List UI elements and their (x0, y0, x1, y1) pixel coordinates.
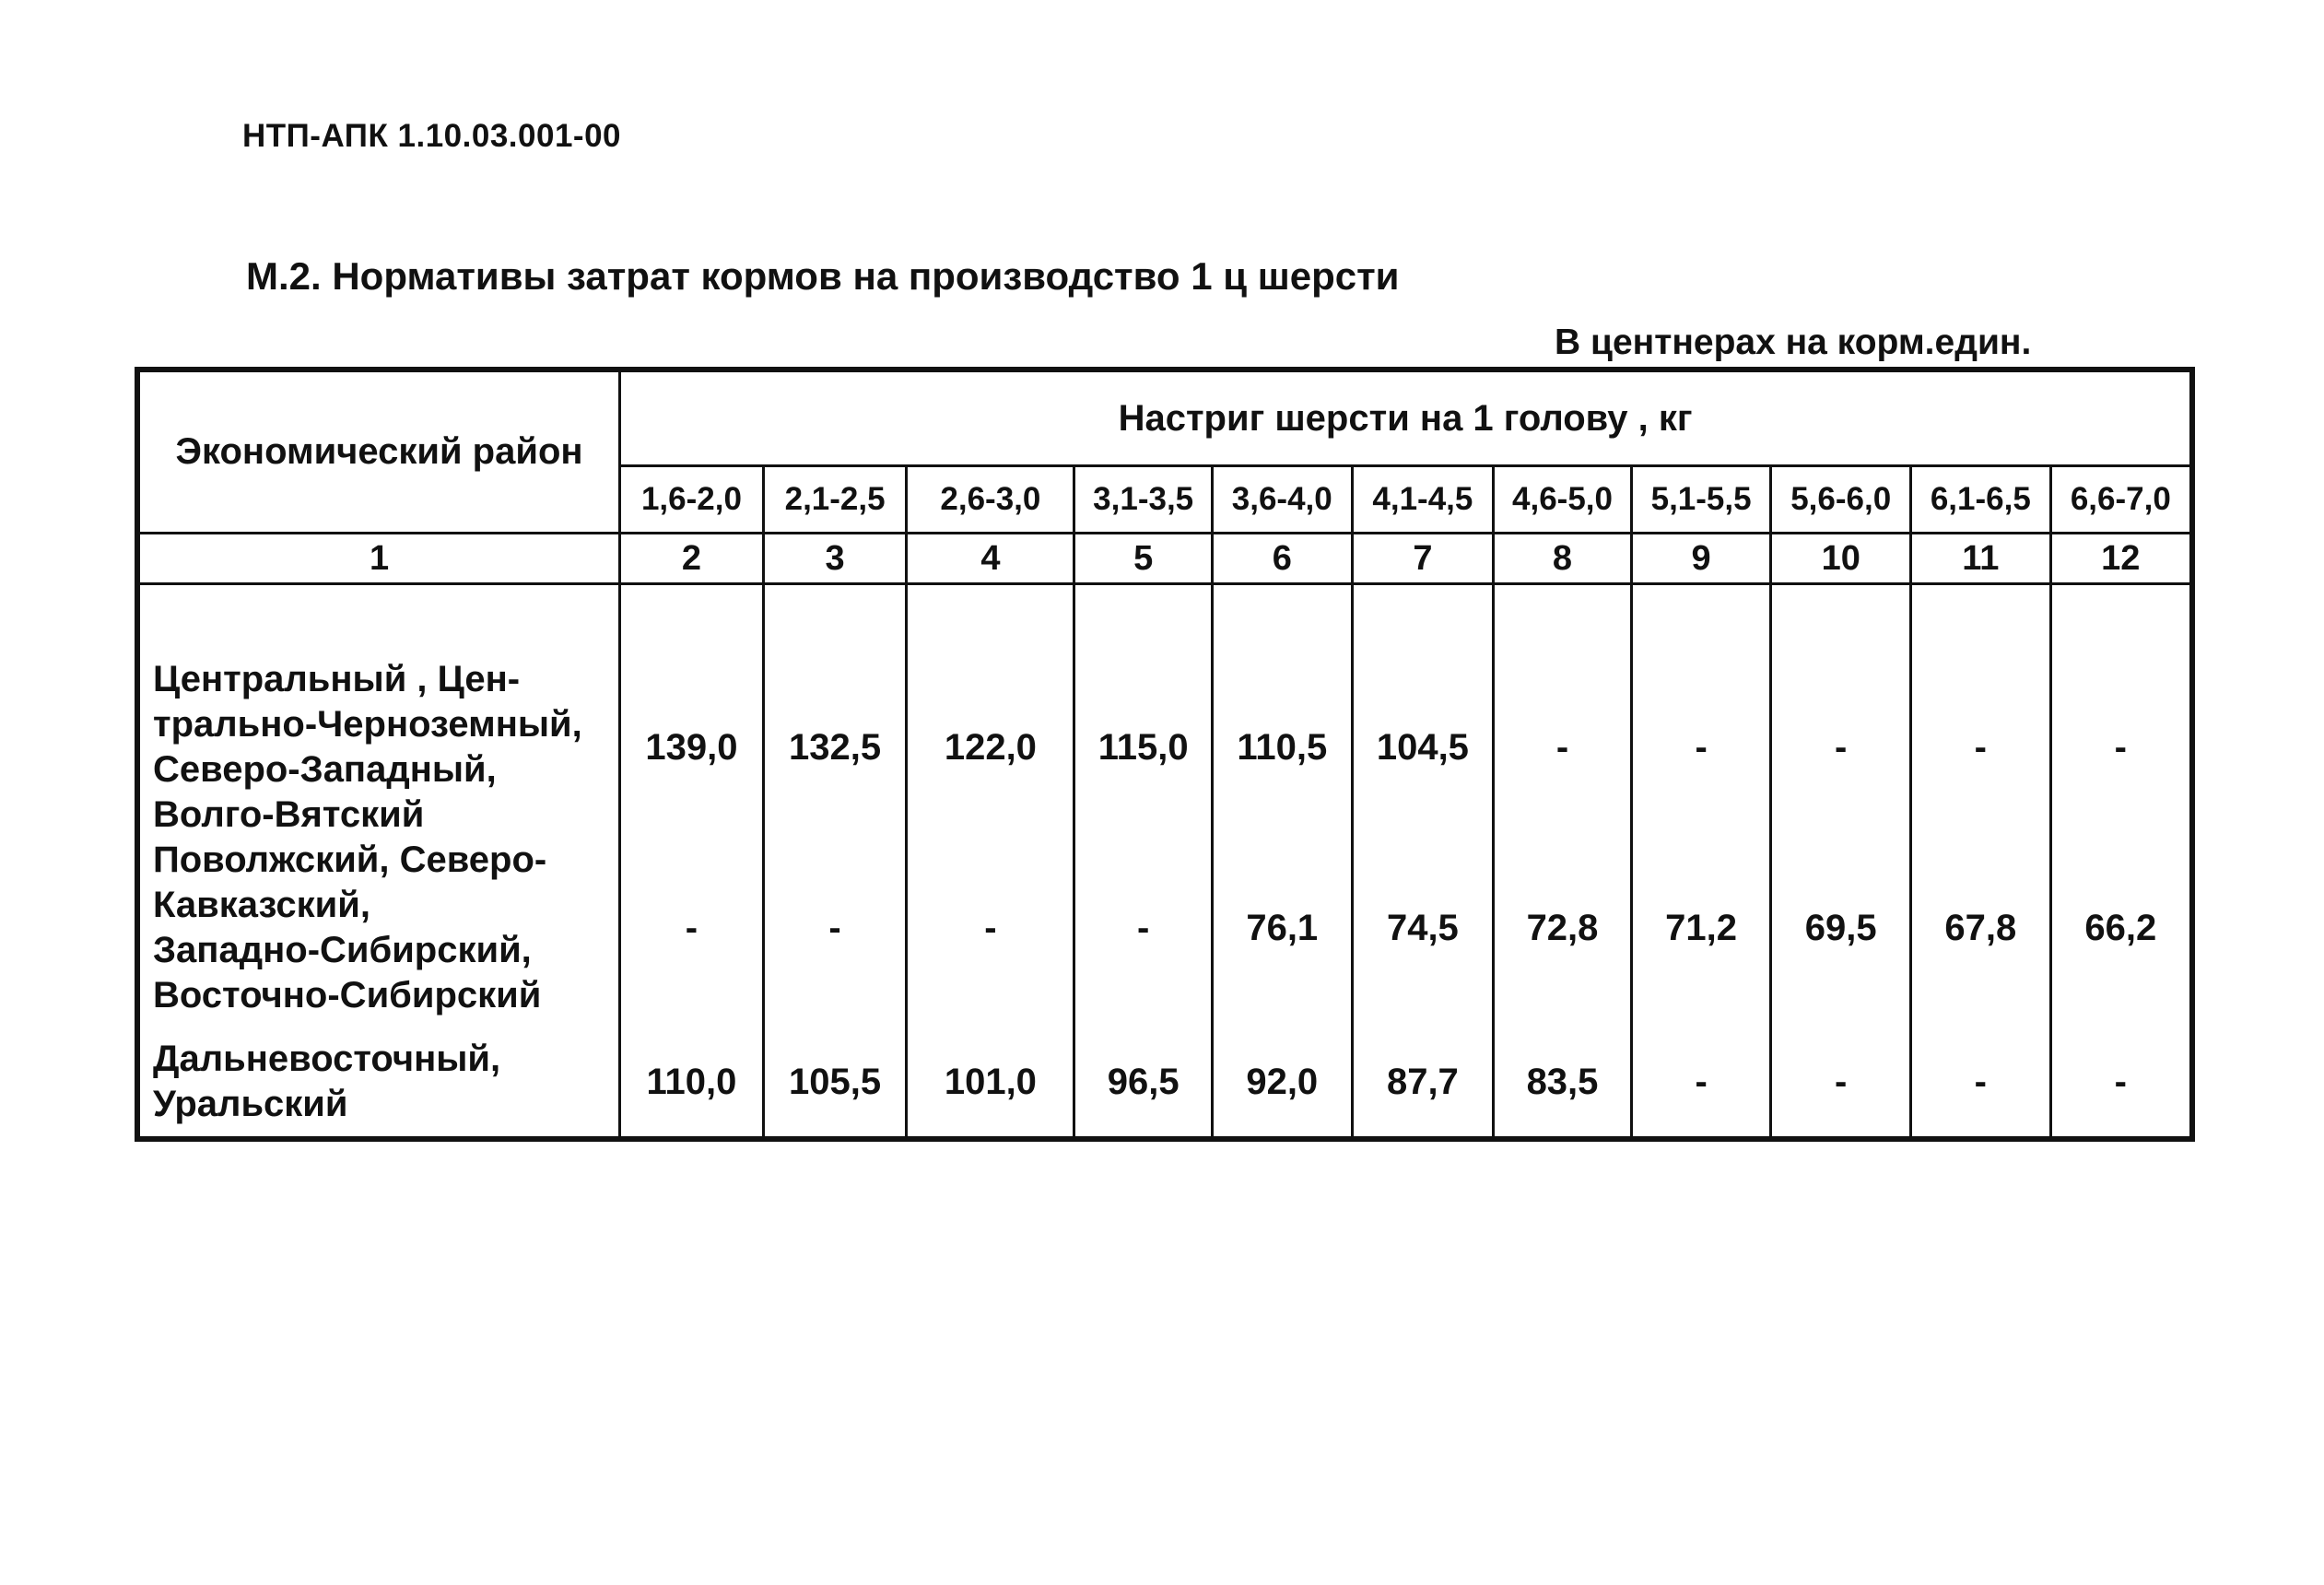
region-cell (137, 657, 620, 838)
value-cell: 104,5 (1352, 657, 1494, 838)
value-cell: 83,5 (1494, 1018, 1632, 1139)
value-cell: - (620, 838, 764, 1018)
region-line: Волго-Вятский (153, 794, 425, 835)
column-number: 2 (620, 534, 764, 584)
value-cell: - (2050, 657, 2192, 838)
region-line: Восточно-Сибирский (153, 975, 542, 1016)
wool-yield-header: Настриг шерсти на 1 голову , кг (620, 370, 2192, 466)
value-cell: - (1771, 657, 1911, 838)
value-cell: 110,5 (1212, 657, 1352, 838)
table-title: М.2. Нормативы затрат кормов на производство 1 ц шерсти (246, 254, 1400, 298)
value-cell: 66,2 (2050, 838, 2192, 1018)
range-header: 1,6-2,0 (620, 466, 764, 534)
value-cell: - (2050, 1018, 2192, 1139)
region-cell (137, 1018, 620, 1139)
region-line: Поволжский, Северо- (153, 839, 547, 880)
column-number: 12 (2050, 534, 2192, 584)
document-code: НТП-АПК 1.10.03.001-00 (242, 118, 622, 154)
region-line: трально-Черноземный, (153, 704, 582, 745)
value-cell: - (1494, 657, 1632, 838)
region-line: Уральский (153, 1084, 348, 1124)
range-header: 6,1-6,5 (1911, 466, 2051, 534)
value-cell: 67,8 (1911, 838, 2051, 1018)
range-header: 2,1-2,5 (763, 466, 907, 534)
region-line: Кавказский, (153, 885, 370, 925)
region-cell (137, 838, 620, 1018)
column-number: 3 (763, 534, 907, 584)
value-cell: 105,5 (763, 1018, 907, 1139)
table-row (137, 657, 2192, 838)
region-header: Экономический район (137, 370, 620, 534)
range-header: 5,6-6,0 (1771, 466, 1911, 534)
column-number: 7 (1352, 534, 1494, 584)
range-header: 2,6-3,0 (907, 466, 1074, 534)
value-cell: 71,2 (1631, 838, 1771, 1018)
table-row (137, 838, 2192, 1018)
value-cell: - (1631, 1018, 1771, 1139)
range-header: 6,6-7,0 (2050, 466, 2192, 534)
value-cell: 132,5 (763, 657, 907, 838)
range-header: 4,6-5,0 (1494, 466, 1632, 534)
column-number: 6 (1212, 534, 1352, 584)
range-header: 5,1-5,5 (1631, 466, 1771, 534)
column-number: 8 (1494, 534, 1632, 584)
region-line: Дальневосточный, (153, 1039, 501, 1079)
value-cell: - (1911, 1018, 2051, 1139)
region-line: Центральный , Цен- (153, 659, 521, 699)
value-cell: 76,1 (1212, 838, 1352, 1018)
value-cell: 69,5 (1771, 838, 1911, 1018)
range-header: 3,1-3,5 (1074, 466, 1213, 534)
column-number-row (137, 534, 2192, 584)
column-number: 1 (137, 534, 620, 584)
value-cell: 122,0 (907, 657, 1074, 838)
value-cell: - (1074, 838, 1213, 1018)
region-line: Западно-Сибирский, (153, 930, 532, 970)
column-number: 5 (1074, 534, 1213, 584)
range-header: 3,6-4,0 (1212, 466, 1352, 534)
value-cell: - (1911, 657, 2051, 838)
value-cell: 96,5 (1074, 1018, 1213, 1139)
value-cell: 115,0 (1074, 657, 1213, 838)
value-cell: - (907, 838, 1074, 1018)
units-note: В центнерах на корм.един. (1555, 323, 2032, 362)
value-cell: 92,0 (1212, 1018, 1352, 1139)
value-cell: 87,7 (1352, 1018, 1494, 1139)
range-header: 4,1-4,5 (1352, 466, 1494, 534)
value-cell: 139,0 (620, 657, 764, 838)
value-cell: - (1631, 657, 1771, 838)
value-cell: 101,0 (907, 1018, 1074, 1139)
feed-norms-table (135, 367, 2195, 1142)
value-cell: 74,5 (1352, 838, 1494, 1018)
region-line: Северо-Западный, (153, 749, 497, 790)
table-row (137, 1018, 2192, 1139)
value-cell: 72,8 (1494, 838, 1632, 1018)
value-cell: 110,0 (620, 1018, 764, 1139)
value-cell: - (1771, 1018, 1911, 1139)
column-number: 11 (1911, 534, 2051, 584)
spacer-row (137, 584, 2192, 658)
column-number: 10 (1771, 534, 1911, 584)
value-cell: - (763, 838, 907, 1018)
column-number: 9 (1631, 534, 1771, 584)
column-number: 4 (907, 534, 1074, 584)
